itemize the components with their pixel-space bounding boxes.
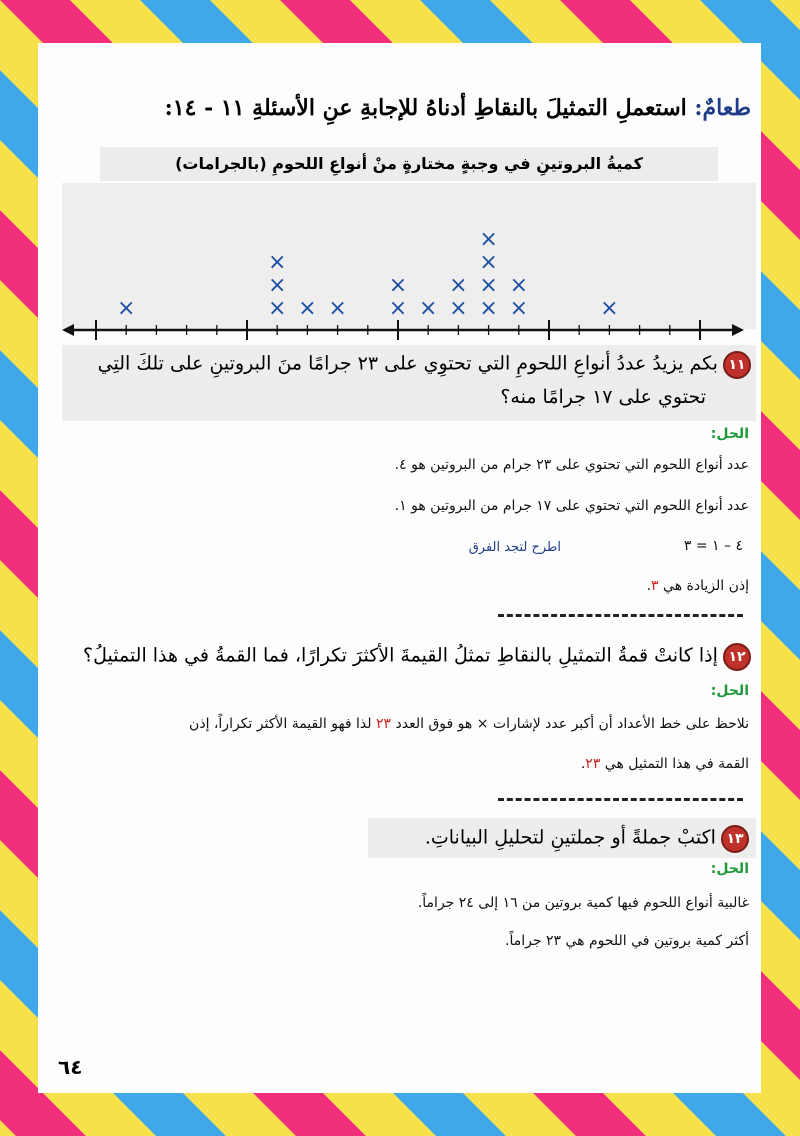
q12-sol2-a: القمة في هذا التمثيل هي (604, 756, 749, 772)
data-marker: × (298, 296, 317, 321)
data-marker: × (479, 273, 498, 298)
q12-sol2-b: . (580, 756, 586, 772)
q12-line (83, 643, 751, 671)
q13-solution-line-2: أكثر كمية بروتين في اللحوم هي ٢٣ جراماً. (505, 933, 749, 949)
line-plot (38, 173, 761, 348)
q11-answer (647, 578, 749, 594)
q11-solution-line-2: عدد أنواع اللحوم التي تحتوي على ١٧ جرام من البروتين هو ١. (394, 498, 749, 514)
data-marker: × (418, 296, 438, 321)
data-marker: × (267, 273, 287, 298)
data-marker: × (388, 273, 408, 298)
q13-line (425, 825, 749, 853)
data-marker: × (479, 296, 498, 321)
q12-text: إذا كانتْ قمةُ التمثيلِ بالنقاطِ تمثلُ القيمةَ الأكثرَ تكرارًا، فما القمةُ في هذا التمثيلُ؟ (83, 644, 718, 667)
q11-answer-suffix: . (646, 578, 652, 594)
q13-number-badge: ١٣ (721, 825, 749, 853)
q12-sol2-value: ٢٣ (585, 756, 601, 772)
separator-1 (498, 614, 743, 617)
q12-solution-label: الحل: (710, 683, 749, 699)
q11-line1 (98, 351, 751, 379)
data-marker: × (509, 273, 529, 298)
data-marker: × (449, 296, 468, 321)
q12-solution-line-2 (581, 756, 749, 772)
q13-text: اكتبْ جملةً أو جملتينِ لتحليلِ البياناتِ. (424, 826, 716, 849)
data-marker: × (479, 227, 498, 252)
title-text: استعملِ التمثيلَ بالنقاطِ أدناهُ للإجابةِ عنِ الأسئلةِ ١١ - ١٤: (164, 95, 687, 121)
q12-sol1-b: لذا فهو القيمة الأكثر تكراراً، إذن (189, 716, 372, 732)
data-marker: × (479, 250, 498, 275)
page-number: ٦٤ (58, 1055, 83, 1079)
q11-text-2: تحتوي على ١٧ جرامًا منه؟ (500, 386, 706, 408)
q12-sol1-value: ٢٣ (376, 716, 392, 732)
q11-number-badge: ١١ (723, 351, 751, 379)
q11-equation-note: اطرح لتجد الفرق (468, 540, 561, 555)
separator-2 (498, 798, 743, 801)
q11-solution-label: الحل: (710, 426, 749, 442)
q11-answer-value: ٣ (651, 578, 659, 594)
worksheet-page (38, 43, 761, 1093)
q12-solution-line-1 (189, 716, 749, 732)
q11-solution-line-1: عدد أنواع اللحوم التي تحتوي على ٢٣ جرام من البروتين هو ٤. (394, 457, 749, 473)
data-marker: × (388, 296, 408, 321)
q13-solution-line-1: غالبية أنواع اللحوم فيها كمية بروتين من ١٦ إلى ٢٤ جراماً. (417, 895, 749, 911)
data-marker: × (116, 296, 136, 321)
q11-answer-prefix: إذن الزيادة هي (663, 578, 749, 594)
q12-number-badge: ١٢ (723, 643, 751, 671)
right-arrow-icon (732, 324, 744, 336)
data-marker: × (267, 250, 287, 275)
data-marker: × (328, 296, 347, 321)
data-marker: × (449, 273, 468, 298)
page-title (165, 95, 751, 121)
left-arrow-icon (62, 324, 74, 336)
data-marker: × (267, 296, 287, 321)
q13-solution-label: الحل: (710, 861, 749, 877)
q12-sol1-a: نلاحظ على خط الأعداد أن أكبر عدد لإشارات × هو فوق العدد (395, 716, 749, 732)
chart-title: كميةُ البروتينِ في وجبةٍ مختارةٍ منْ أنواعِ اللحومِ (بالجرامات) (100, 147, 718, 181)
data-marker: × (600, 296, 619, 321)
title-prefix: طعامٌ: (694, 95, 751, 121)
data-marker: × (509, 296, 529, 321)
q11-equation: ٤ – ١ = ٣ (683, 538, 743, 554)
q11-text-1: بكم يزيدُ عددُ أنواعِ اللحومِ التي تحتوِي على ٢٣ جرامًا منَ البروتينِ على تلكَ التِي (97, 352, 718, 375)
